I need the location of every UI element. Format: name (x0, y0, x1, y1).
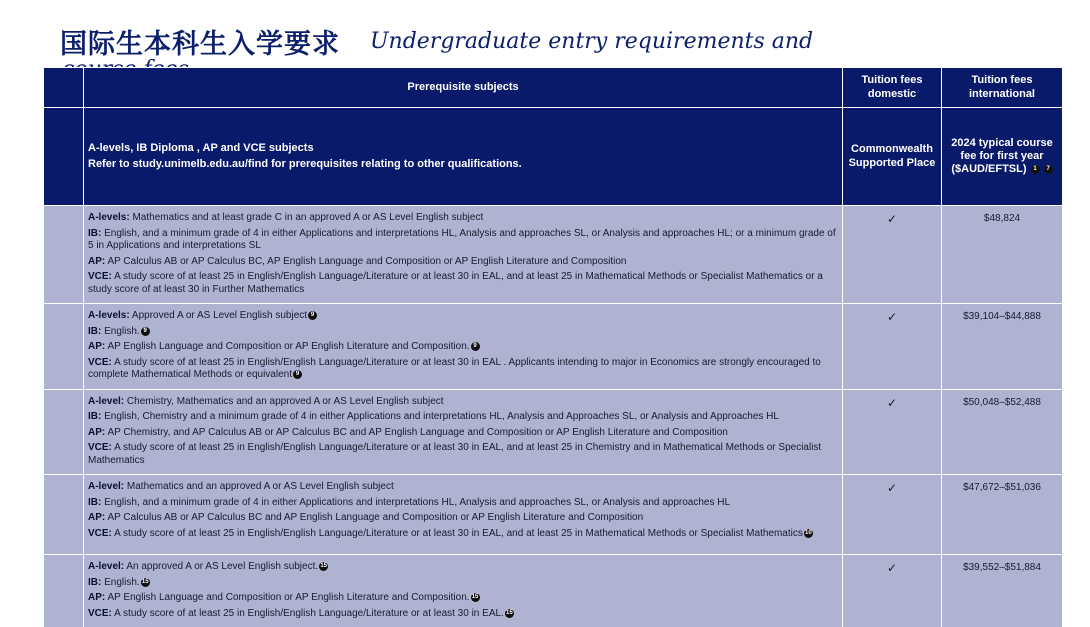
qualification-label: VCE: (88, 357, 112, 368)
requirement-text: AP Calculus AB or AP Calculus BC, AP English Language and Composition or AP English Literature and Composition (107, 256, 626, 267)
prerequisite-line (88, 497, 838, 510)
prerequisite-line (88, 228, 838, 253)
course-fee: $47,672–$51,036 (942, 475, 1063, 555)
header-tuition-international: Tuition fees international (942, 68, 1063, 108)
requirement-text: A study score of at least 25 in English/English Language/Literature or at least 30 in EAL. (114, 608, 504, 619)
prerequisite-cell (84, 555, 843, 627)
course-fee: $39,552–$51,884 (942, 555, 1063, 627)
prerequisite-line (88, 411, 838, 424)
qualification-label: IB: (88, 497, 101, 508)
qualification-label: IB: (88, 411, 101, 422)
table-body (44, 206, 1063, 627)
footnote-marker: 10 (804, 529, 813, 538)
qualification-label: AP: (88, 512, 105, 523)
qualification-label: A-level: (88, 561, 124, 572)
checkmark-icon: ✓ (843, 206, 942, 304)
prerequisite-line (88, 481, 838, 494)
qualification-label: A-levels: (88, 310, 130, 321)
requirement-text: AP Chemistry, and AP Calculus AB or AP Calculus BC and AP English Language and Composition or AP English Literature and Composition (107, 427, 727, 438)
table-header-row-1 (44, 68, 1063, 108)
footnote-marker: 1 (1031, 165, 1040, 174)
prerequisite-line (88, 212, 838, 225)
header-commonwealth-supported: Commonwealth Supported Place (843, 108, 942, 206)
table-row (44, 304, 1063, 390)
checkmark-icon: ✓ (843, 555, 942, 627)
qualification-label: VCE: (88, 271, 112, 282)
prerequisite-cell (84, 475, 843, 555)
prerequisite-line (88, 310, 838, 323)
qualification-label: A-levels: (88, 212, 130, 223)
table-row (44, 475, 1063, 555)
course-fee: $48,824 (942, 206, 1063, 304)
prerequisite-cell (84, 304, 843, 390)
requirement-text: English, Chemistry and a minimum grade of 4 in either Applications and interpretations HL, Analysis and Approaches SL, or Analysis and Approaches HL (104, 411, 779, 422)
requirement-text: A study score of at least 25 in English/English Language/Literature or at least 30 in EAL, and at least 25 in Mathematical Methods or Specialist Mathematics (114, 528, 803, 539)
row-blank-cell (44, 389, 84, 475)
prerequisite-cell (84, 389, 843, 475)
course-fee: $39,104–$44,888 (942, 304, 1063, 390)
requirement-text: English. (104, 326, 140, 337)
table-row (44, 206, 1063, 304)
requirement-text: AP English Language and Composition or AP English Literature and Composition. (107, 341, 469, 352)
requirement-text: A study score of at least 25 in English/English Language/Literature or at least 30 in EAL . Applicants intending to major in Economics are strongly encouraged to complete Mathematical Methods or equivalent (88, 357, 821, 381)
header2-blank-cell (44, 108, 84, 206)
footnote-marker: 15 (319, 562, 328, 571)
requirement-text: A study score of at least 25 in English/English Language/Literature or at least 30 in EAL, and at least 25 in Chemistry and in Mathematical Methods or Specialist Mathematics (88, 442, 821, 466)
header-typical-fee-label: 2024 typical course fee for first year ($AUD/EFTSL) (951, 137, 1053, 175)
prerequisite-line (88, 512, 838, 525)
prerequisite-line (88, 592, 838, 605)
qualification-label: AP: (88, 427, 105, 438)
qualification-label: AP: (88, 592, 105, 603)
checkmark-icon: ✓ (843, 304, 942, 390)
checkmark-icon: ✓ (843, 389, 942, 475)
requirement-text: Chemistry, Mathematics and an approved A or AS Level English subject (127, 396, 444, 407)
requirement-text: A study score of at least 25 in English/English Language/Literature or at least 30 in EAL, and at least 25 in Mathematical Methods or Specialist Mathematics or a study score of at least 30 in Further Mathematics (88, 271, 823, 295)
qualification-label: VCE: (88, 608, 112, 619)
requirements-table (43, 67, 1062, 627)
qualification-label: A-level: (88, 396, 124, 407)
requirement-text: Approved A or AS Level English subject (132, 310, 307, 321)
table-row (44, 555, 1063, 627)
requirements-table-container (43, 67, 1062, 627)
table-row (44, 389, 1063, 475)
footnote-marker: 7 (1044, 165, 1053, 174)
row-blank-cell (44, 206, 84, 304)
prerequisite-line (88, 357, 838, 382)
qualification-label: IB: (88, 326, 101, 337)
requirement-text: English, and a minimum grade of 4 in either Applications and interpretations HL, Analysis and approaches SL, or Analysis and approaches HL; or a minimum grade of 5 in Applications and interpretations SL (88, 228, 836, 252)
prerequisite-line (88, 427, 838, 440)
prerequisite-line (88, 341, 838, 354)
qualification-label: IB: (88, 228, 101, 239)
prerequisite-line (88, 271, 838, 296)
header-prerequisite-subjects: Prerequisite subjects (84, 68, 843, 108)
prerequisite-line (88, 528, 838, 541)
qualification-label: A-level: (88, 481, 124, 492)
page-title-english: Undergraduate entry requirements and (370, 29, 813, 54)
prerequisite-line (88, 608, 838, 621)
table-header-row-2 (44, 108, 1063, 206)
requirement-text: English, and a minimum grade of 4 in either Applications and interpretations HL, Analysis and approaches SL, or Analysis and approaches HL (104, 497, 730, 508)
header-qualifications-line1: A-levels, IB Diploma , AP and VCE subjects (88, 141, 842, 156)
requirement-text: AP Calculus AB or AP Calculus BC and AP English Language and Composition or AP English Literature and Composition (107, 512, 643, 523)
prerequisite-line (88, 577, 838, 590)
qualification-label: AP: (88, 341, 105, 352)
footnote-marker: 9 (141, 327, 150, 336)
requirement-text: An approved A or AS Level English subject. (126, 561, 318, 572)
prerequisite-cell (84, 206, 843, 304)
qualification-label: AP: (88, 256, 105, 267)
qualification-label: IB: (88, 577, 101, 588)
prerequisite-line (88, 561, 838, 574)
course-fee: $50,048–$52,488 (942, 389, 1063, 475)
header-tuition-domestic: Tuition fees domestic (843, 68, 942, 108)
prerequisite-line (88, 442, 838, 467)
qualification-label: VCE: (88, 528, 112, 539)
prerequisite-line (88, 256, 838, 269)
footnote-marker: 9 (293, 370, 302, 379)
header-blank-cell (44, 68, 84, 108)
row-blank-cell (44, 475, 84, 555)
page-title-chinese: 国际生本科生入学要求 (60, 22, 340, 61)
requirement-text: Mathematics and an approved A or AS Level English subject (127, 481, 394, 492)
header-typical-fee (942, 108, 1063, 206)
footnote-marker: 15 (141, 578, 150, 587)
prerequisite-line (88, 396, 838, 409)
requirement-text: Mathematics and at least grade C in an approved A or AS Level English subject (132, 212, 483, 223)
row-blank-cell (44, 555, 84, 627)
checkmark-icon: ✓ (843, 475, 942, 555)
footnote-marker: 15 (471, 593, 480, 602)
row-blank-cell (44, 304, 84, 390)
header-qualifications-line2: Refer to study.unimelb.edu.au/find for prerequisites relating to other qualifications. (88, 157, 842, 172)
header-qualifications (84, 108, 843, 206)
requirement-text: English. (104, 577, 140, 588)
footnote-marker: 15 (505, 609, 514, 618)
footnote-marker: 9 (471, 342, 480, 351)
prerequisite-line (88, 326, 838, 339)
qualification-label: VCE: (88, 442, 112, 453)
footnote-marker: 9 (308, 311, 317, 320)
requirement-text: AP English Language and Composition or AP English Literature and Composition. (107, 592, 469, 603)
